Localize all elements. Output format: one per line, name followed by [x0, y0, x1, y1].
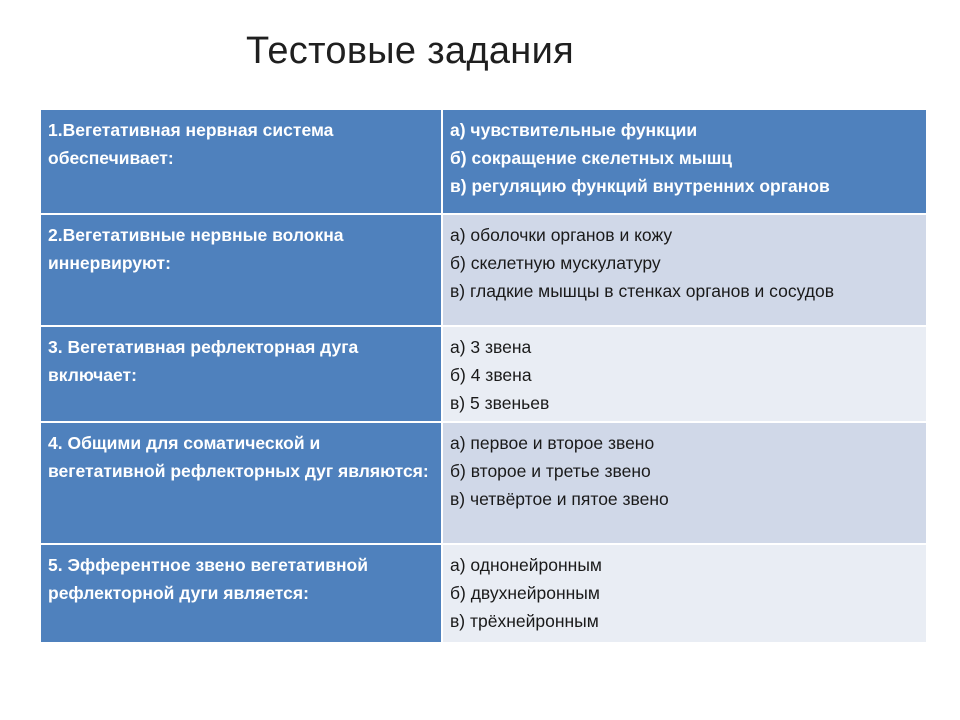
- answer-cell: [442, 326, 926, 422]
- table-row: [41, 326, 926, 422]
- answer-option: а) первое и второе звено: [450, 433, 655, 453]
- answer-option: б) 4 звена: [450, 365, 532, 385]
- table-row: [41, 214, 926, 326]
- table-row: [41, 110, 926, 214]
- answer-cell: [442, 544, 926, 642]
- answer-option: а) однонейронным: [450, 555, 602, 575]
- question-text: 1.Вегетативная нервная система обеспечивает:: [48, 120, 334, 168]
- question-text: 5. Эфферентное звено вегетативной рефлекторной дуги является:: [48, 555, 368, 603]
- answer-option: в) гладкие мышцы в стенках органов и сосудов: [450, 281, 835, 301]
- answer-option: б) второе и третье звено: [450, 461, 651, 481]
- answer-option: б) скелетную мускулатуру: [450, 253, 661, 273]
- question-text: 4. Общими для соматической и вегетативной рефлекторных дуг являются:: [48, 433, 429, 481]
- table-row: [41, 422, 926, 544]
- answer-option: а) 3 звена: [450, 337, 532, 357]
- slide-title: Тестовые задания: [246, 30, 574, 72]
- question-text: 3. Вегетативная рефлекторная дуга включает:: [48, 337, 359, 385]
- question-cell: [41, 326, 442, 422]
- quiz-table: [41, 110, 926, 642]
- answer-option: в) 5 звеньев: [450, 393, 550, 413]
- answer-option: в) четвёртое и пятое звено: [450, 489, 669, 509]
- table-row: [41, 544, 926, 642]
- question-text: 2.Вегетативные нервные волокна иннервируют:: [48, 225, 344, 273]
- answer-cell: [442, 422, 926, 544]
- answer-cell: [442, 214, 926, 326]
- question-cell: [41, 422, 442, 544]
- answer-option: б) сокращение скелетных мышц: [450, 148, 733, 168]
- answer-option: б) двухнейронным: [450, 583, 600, 603]
- question-cell: [41, 110, 442, 214]
- answer-option: в) трёхнейронным: [450, 611, 599, 631]
- question-cell: [41, 214, 442, 326]
- answer-option: а) чувствительные функции: [450, 120, 698, 140]
- answer-option: в) регуляцию функций внутренних органов: [450, 176, 830, 196]
- answer-option: а) оболочки органов и кожу: [450, 225, 673, 245]
- answer-cell: [442, 110, 926, 214]
- question-cell: [41, 544, 442, 642]
